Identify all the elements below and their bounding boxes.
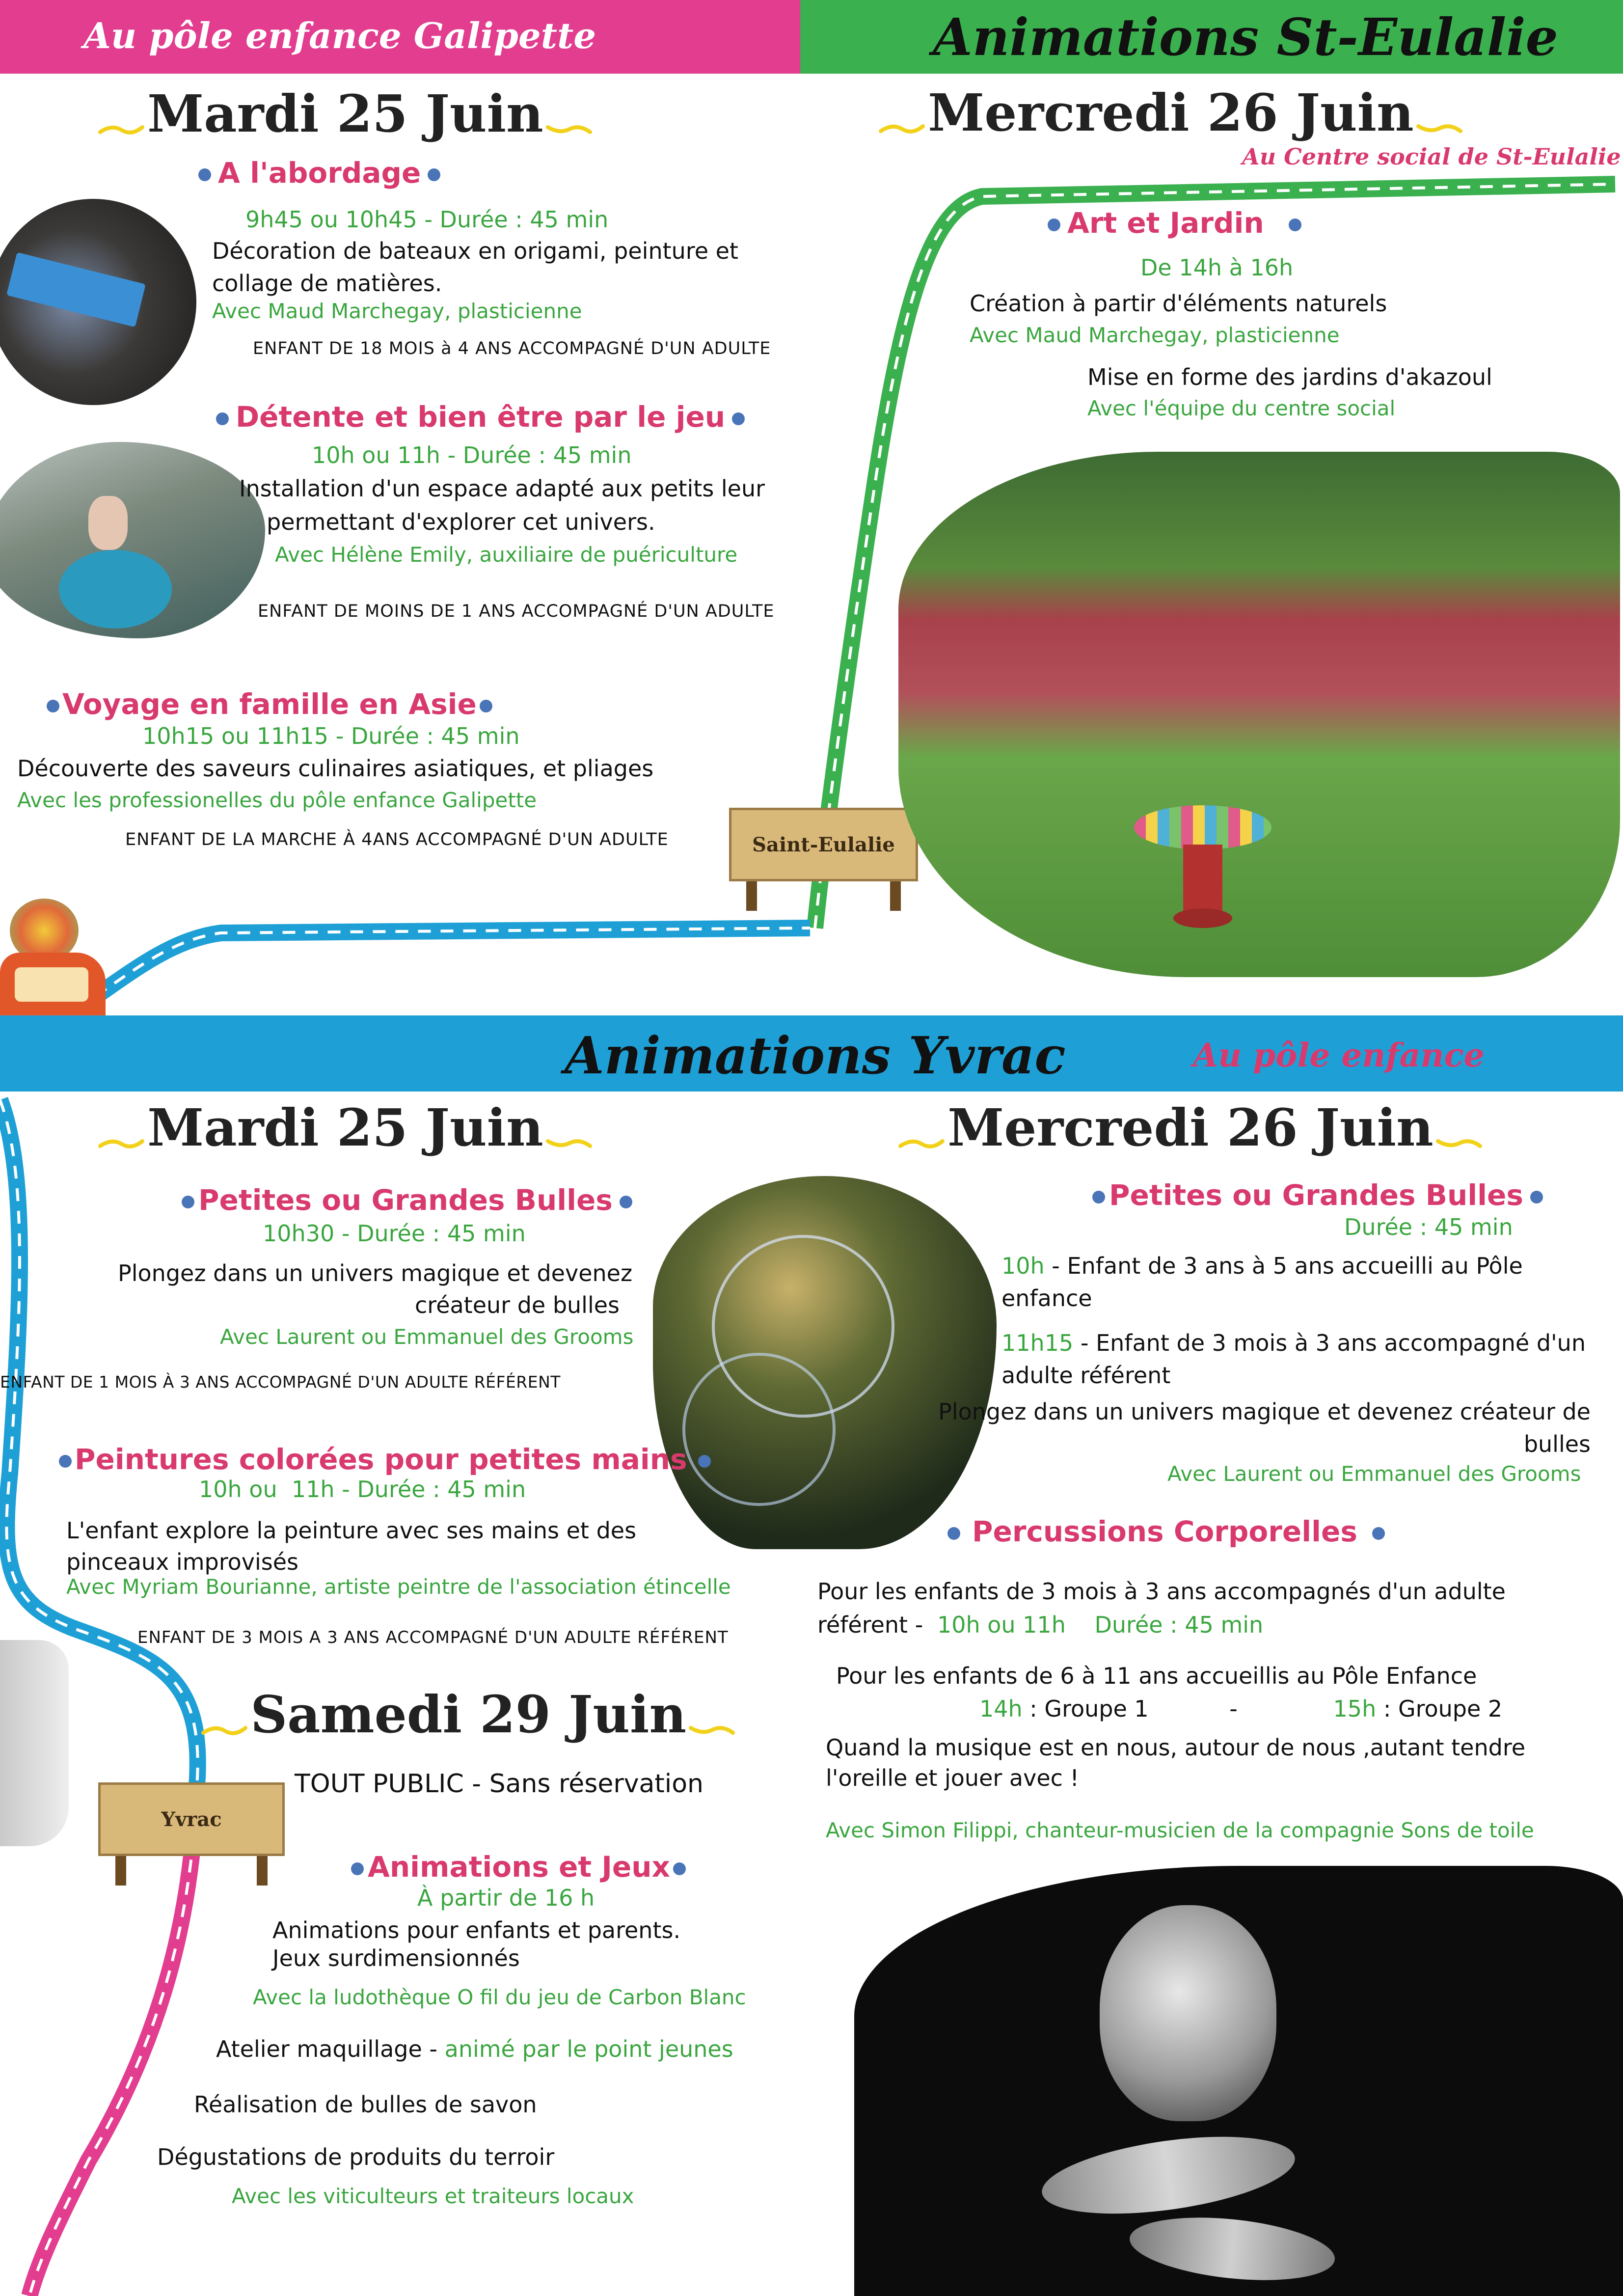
event-title-voyage: Voyage en famille en Asie bbox=[47, 687, 499, 721]
bullet-dot bbox=[698, 1455, 711, 1468]
garden-group-photo bbox=[898, 452, 1620, 977]
bullet-dot bbox=[673, 1862, 686, 1875]
event-host: Avec la ludothèque O fil du jeu de Carbon Blanc bbox=[253, 1985, 746, 2009]
event-time: À partir de 16 h bbox=[417, 1885, 595, 1911]
event-host: Avec Myriam Bourianne, artiste peintre de l'association étincelle bbox=[66, 1575, 731, 1599]
event-title-bulles-tuesday: Petites ou Grandes Bulles bbox=[182, 1183, 639, 1217]
makeup-host: animé par le point jeunes bbox=[444, 2036, 733, 2062]
event-audience: ENFANT DE 1 MOIS À 3 ANS ACCOMPAGNÉ D'UN ADULTE RÉFÉRENT bbox=[0, 1372, 561, 1392]
yvrac-saturday-date-heading bbox=[201, 1684, 735, 1745]
group1-time: 14h bbox=[979, 1695, 1023, 1722]
event-description-line2: créateur de bulles bbox=[415, 1292, 620, 1318]
performer-photo bbox=[854, 1866, 1623, 2296]
yvrac-saturday-date: Samedi 29 Juin bbox=[250, 1684, 687, 1745]
event-title-percussions: Percussions Corporelles bbox=[947, 1515, 1392, 1548]
event-time: 10h15 ou 11h15 - Durée : 45 min bbox=[142, 723, 520, 749]
grey-photo-fragment bbox=[0, 1640, 69, 1846]
perc-line3: Pour les enfants de 6 à 11 ans accueillis au Pôle Enfance bbox=[836, 1663, 1477, 1689]
st-eulalie-location: Au Centre social de St-Eulalie bbox=[1242, 143, 1621, 170]
galipette-date: Mardi 25 Juin bbox=[147, 83, 543, 144]
bubbles-line: Réalisation de bulles de savon bbox=[194, 2091, 537, 2118]
tasting-line: Dégustations de produits du terroir bbox=[157, 2144, 555, 2170]
event-description: Décoration de bateaux en origami, peinture et collage de matières. bbox=[212, 238, 738, 297]
bullet-dot bbox=[1048, 219, 1060, 231]
bullet-dot bbox=[1372, 1527, 1385, 1540]
bullet-dot bbox=[1092, 1191, 1105, 1203]
bullet-dot bbox=[351, 1862, 364, 1875]
event-title-animations-jeux: Animations et Jeux bbox=[351, 1850, 693, 1884]
event-audience: ENFANT DE 3 MOIS A 3 ANS ACCOMPAGNÉ D'UN ADULTE RÉFÉRENT bbox=[137, 1628, 729, 1647]
bullet-dot bbox=[216, 412, 229, 425]
event-host: Avec Laurent ou Emmanuel des Grooms bbox=[1167, 1462, 1581, 1486]
event-audience: ENFANT DE MOINS DE 1 ANS ACCOMPAGNÉ D'UN ADULTE bbox=[258, 601, 775, 621]
event-host: Avec les viticulteurs et traiteurs locaux bbox=[232, 2184, 634, 2208]
yvrac-sign-label: Yvrac bbox=[98, 1782, 285, 1856]
yvrac-tuesday-date: Mardi 25 Juin bbox=[147, 1097, 543, 1158]
group2-label: : Groupe 2 bbox=[1376, 1695, 1503, 1722]
event-time: 10h30 - Durée : 45 min bbox=[263, 1220, 526, 1247]
slot2-text: - Enfant de 3 mois à 3 ans accompagné d'un adulte référent bbox=[1001, 1330, 1586, 1389]
saturday-public: TOUT PUBLIC - Sans réservation bbox=[295, 1769, 703, 1799]
st-eulalie-banner-text: Animations St-Eulalie bbox=[933, 7, 1558, 67]
bulles-description: Plongez dans un univers magique et devenez créateur de bulles bbox=[938, 1398, 1591, 1457]
event-host: Avec Simon Filippi, chanteur-musicien de la compagnie Sons de toile bbox=[826, 1818, 1534, 1842]
event-host: Avec les professionelles du pôle enfance Galipette bbox=[17, 788, 537, 812]
yvrac-tuesday-date-heading bbox=[98, 1097, 593, 1158]
bullet-dot bbox=[1289, 219, 1301, 231]
event-audience: ENFANT DE 18 MOIS à 4 ANS ACCOMPAGNÉ D'UN ADULTE bbox=[253, 339, 771, 358]
st-eulalie-date-heading bbox=[879, 82, 1463, 143]
bullet-dot bbox=[182, 1196, 194, 1208]
galipette-date-heading bbox=[98, 83, 593, 144]
slot1 bbox=[1001, 1250, 1600, 1314]
event-time: 10h ou 11h - Durée : 45 min bbox=[312, 442, 632, 468]
saint-eulalie-sign-label: Saint-Eulalie bbox=[729, 808, 918, 881]
event-host: Avec Maud Marchegay, plasticienne bbox=[970, 323, 1340, 347]
perc-description: Quand la musique est en nous, autour de nous ,autant tendre l'oreille et jouer avec ! bbox=[826, 1734, 1526, 1791]
event-description-line1: Installation d'un espace adapté aux petits leur bbox=[239, 475, 765, 502]
event-title-art-jardin: Art et Jardin bbox=[1041, 206, 1308, 240]
event-description: Mise en forme des jardins d'akazoul bbox=[1087, 364, 1492, 390]
perc-line2 bbox=[817, 1609, 1263, 1641]
slot1-time: 10h bbox=[1001, 1253, 1045, 1279]
yvrac-location: Au pôle enfance bbox=[1193, 1036, 1485, 1074]
event-host: Avec Maud Marchegay, plasticienne bbox=[212, 299, 582, 323]
event-time: De 14h à 16h bbox=[1140, 254, 1294, 281]
event-description: Création à partir d'éléments naturels bbox=[970, 290, 1387, 317]
saturday-line2: Jeux surdimensionnés bbox=[272, 1945, 520, 1971]
perc-line2-duration: Durée : 45 min bbox=[1094, 1612, 1264, 1638]
st-eulalie-date: Mercredi 26 Juin bbox=[928, 82, 1414, 143]
galipette-banner bbox=[0, 0, 800, 74]
bullet-dot bbox=[732, 412, 745, 425]
event-audience: ENFANT DE LA MARCHE À 4ANS ACCOMPAGNÉ D'UN ADULTE bbox=[125, 830, 669, 849]
event-description-line2: permettant d'explorer cet univers. bbox=[267, 509, 655, 535]
yvrac-sign bbox=[98, 1782, 285, 1890]
group-separator: - bbox=[1229, 1695, 1238, 1722]
group2-time: 15h bbox=[1333, 1695, 1377, 1722]
bullet-dot bbox=[47, 700, 59, 712]
perc-line2-time: 10h ou 11h bbox=[937, 1612, 1066, 1638]
perc-groups bbox=[979, 1693, 1502, 1725]
event-description: Découverte des saveurs culinaires asiatiques, et pliages bbox=[17, 755, 654, 782]
event-time: 9h45 ou 10h45 - Durée : 45 min bbox=[245, 206, 609, 233]
event-host: Avec Laurent ou Emmanuel des Grooms bbox=[220, 1325, 634, 1349]
bullet-dot bbox=[1530, 1191, 1543, 1203]
event-description-line1: Plongez dans un univers magique et devenez bbox=[118, 1260, 633, 1286]
yvrac-banner bbox=[0, 1015, 1623, 1092]
yvrac-banner-text: Animations Yvrac bbox=[565, 1025, 1066, 1086]
saint-eulalie-sign bbox=[729, 808, 918, 916]
bullet-dot bbox=[480, 700, 492, 712]
yvrac-wednesday-date: Mercredi 26 Juin bbox=[947, 1097, 1434, 1158]
event-title-bulles-wednesday: Petites ou Grandes Bulles bbox=[1092, 1178, 1550, 1212]
slot2-time: 11h15 bbox=[1001, 1330, 1074, 1356]
event-host: Avec l'équipe du centre social bbox=[1087, 396, 1396, 420]
event-title-detente: Détente et bien être par le jeu bbox=[216, 400, 752, 434]
bullet-dot bbox=[59, 1455, 72, 1468]
slot2 bbox=[1001, 1327, 1600, 1392]
galipette-banner-text: Au pôle enfance Galipette bbox=[83, 15, 596, 56]
perc-line2-prefix: référent - bbox=[817, 1612, 923, 1638]
makeup-label: Atelier maquillage - bbox=[216, 2036, 437, 2062]
soap-bubbles-photo bbox=[653, 1176, 997, 1549]
perc-line1: Pour les enfants de 3 mois à 3 ans accompagnés d'un adulte bbox=[817, 1578, 1506, 1605]
slot1-text: - Enfant de 3 ans à 5 ans accueilli au Pôle enfance bbox=[1001, 1253, 1523, 1312]
bullet-dot bbox=[198, 168, 211, 181]
event-title-peintures: Peintures colorées pour petites mains bbox=[59, 1443, 718, 1476]
st-eulalie-banner bbox=[800, 0, 1623, 74]
bullet-dot bbox=[620, 1196, 632, 1208]
event-host: Avec Hélène Emily, auxiliaire de puériculture bbox=[275, 543, 738, 567]
saturday-line1: Animations pour enfants et parents. bbox=[272, 1917, 681, 1943]
event-title-abordage: A l'abordage bbox=[191, 156, 447, 190]
bullet-dot bbox=[428, 168, 440, 181]
bullet-dot bbox=[947, 1527, 960, 1540]
yvrac-wednesday-date-heading bbox=[898, 1097, 1483, 1158]
group1-label: : Groupe 1 bbox=[1022, 1695, 1149, 1722]
event-duration: Durée : 45 min bbox=[1344, 1214, 1513, 1240]
event-time: 10h ou 11h - Durée : 45 min bbox=[199, 1476, 526, 1503]
baby-play-area-photo bbox=[0, 442, 265, 638]
event-description: L'enfant explore la peinture avec ses mains et des pinceaux improvisés bbox=[66, 1517, 637, 1575]
makeup-line bbox=[216, 2033, 733, 2065]
